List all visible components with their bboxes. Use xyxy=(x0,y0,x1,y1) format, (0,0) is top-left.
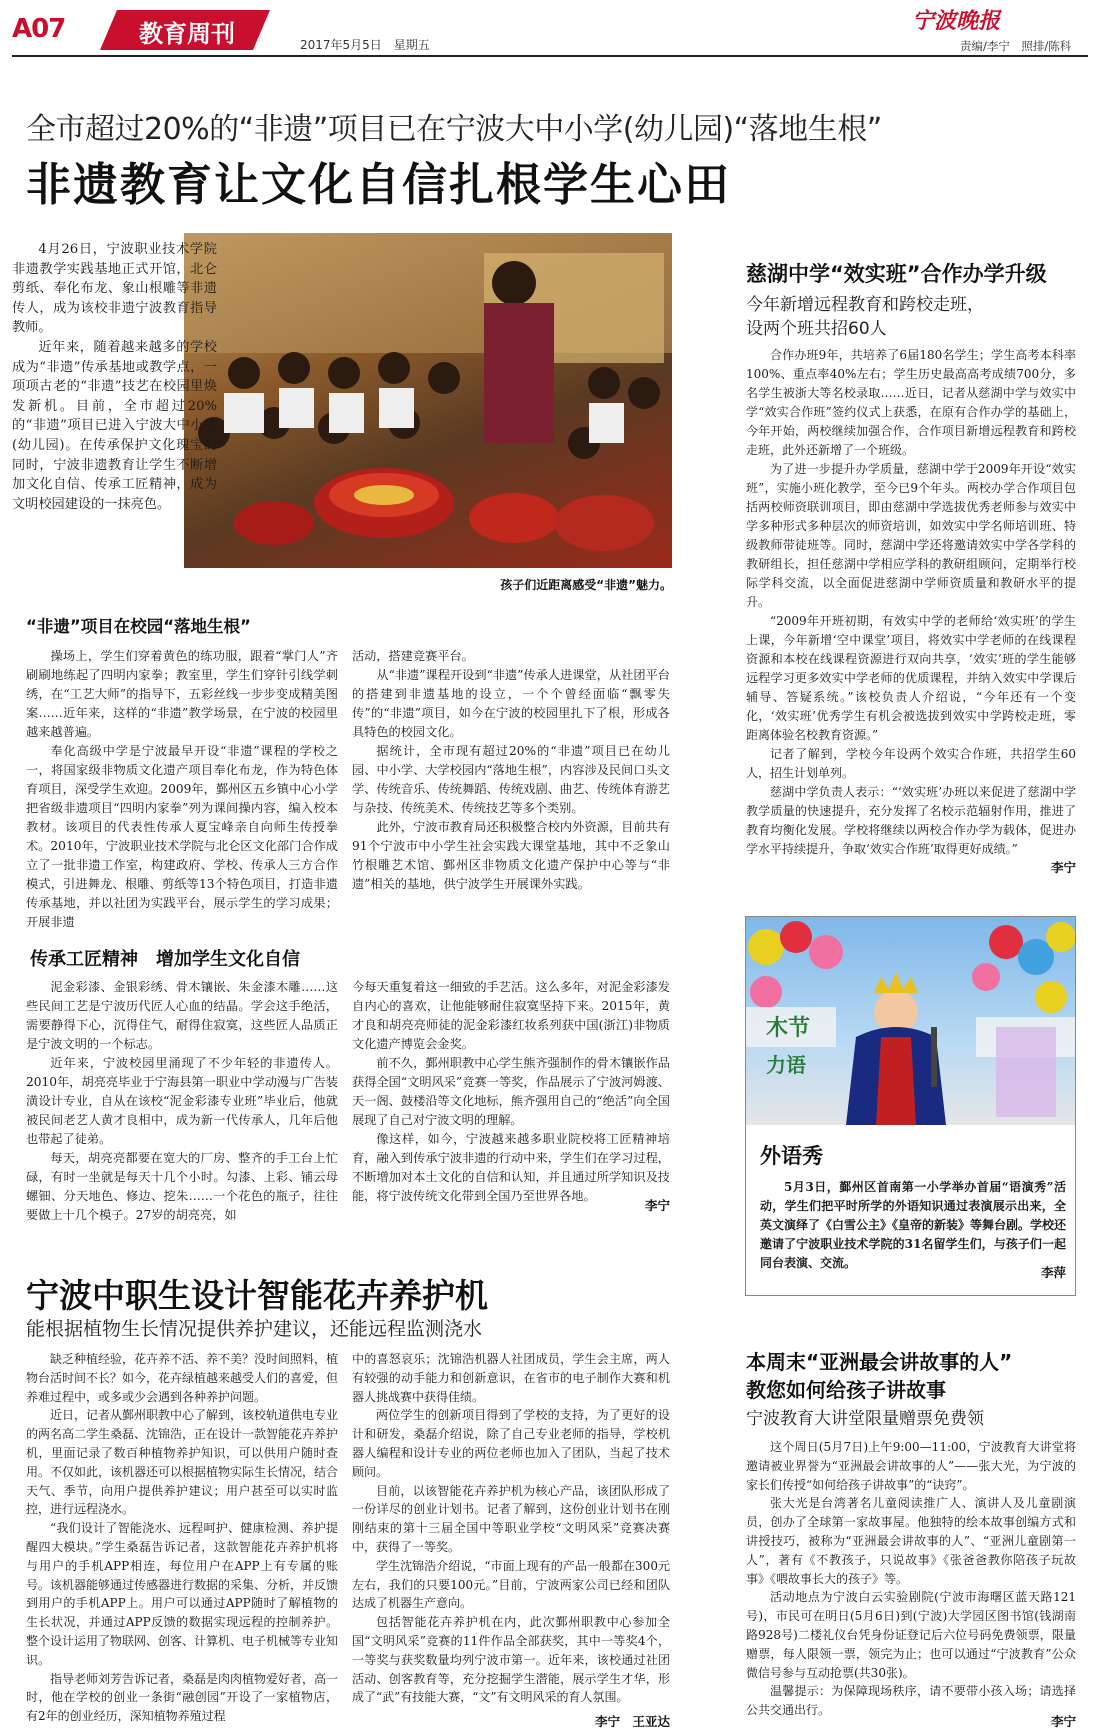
lead-sec2-col2 xyxy=(352,978,670,1206)
paragraph: 包括智能花卉养护机在内，此次鄞州职教中心参加全国“文明风采”竞赛的11件作品全部获奖，其中一等奖4个，一等奖与获奖数量均列宁波市第一。近年来，该校通过社团活动、创客教育等，充分挖掘学生潜能，展示学生才华，形成了“武”有技能大赛，“文”有文明风采的育人氛围。 xyxy=(352,1615,670,1705)
paragraph: 记者了解到，学校今年设两个效实合作班，共招学生60人，招生计划单列。 xyxy=(746,747,1076,780)
paragraph: 据统计，全市现有超过20%的“非遗”项目已在幼儿园、中小学、大学校园内“落地生根”，内容涉及民间口头文学、传统音乐、传统舞蹈、传统戏剧、曲艺、传统体育游艺与杂技、传统美术、传统技艺等多个类别。 xyxy=(352,744,670,815)
lead-headline: 非遗教育让文化自信扎根学生心田 xyxy=(26,158,732,211)
flower-headline: 宁波中职生设计智能花卉养护机 xyxy=(26,1276,488,1315)
lead-kicker: 全市超过20%的“非遗”项目已在宁波大中小学(幼儿园)“落地生根” xyxy=(26,112,882,147)
paragraph: 缺乏种植经验，花卉养不活、养不美？没时间照料，植物台活时间不长？如今，花卉绿植越来越受人们的喜爱，但养难过程中，或多或少会遇到各种养护问题。 xyxy=(26,1352,339,1404)
cihu-byline: 李宁 xyxy=(1050,860,1076,875)
paragraph: 指导老师刘芳告诉记者，桑磊是肉肉植物爱好者，高一时，他在学校的创业一条街“融创园”开设了一家植物店，有2年的创业经历，深知植物养殖过程 xyxy=(26,1671,339,1724)
lead-byline: 李宁 xyxy=(644,1198,670,1213)
paragraph: 近年来，宁波校园里涌现了不少年轻的非遗传人。2010年，胡亮亮毕业于宁海县第一职业中学动漫与广告装潢设计专业，自从在该校“泥金彩漆专业班”毕业后，他就被民间老艺人黄才良相中，成为新一代传承人，几年后他也带起了徒弟。 xyxy=(26,1056,338,1146)
banner-text-left: 木节 xyxy=(766,1016,811,1041)
flower-byline: 李宁 王亚达 xyxy=(594,1714,670,1729)
paragraph: 近日，记者从鄞州职教中心了解到，该校轨道供电专业的两名高二学生桑磊、沈锦浩，正在设计一款智能花卉养护机，里面记录了数百种植物养护知识，可以供用户随时查用。不仅如此，该机器还可以根据植物实际生长情况，结合天气、季节，向用户提供养护建议；用户甚至可以实时监控，进行远程浇水。 xyxy=(26,1408,339,1517)
paragraph: 前不久，鄞州职教中心学生熊齐强制作的骨木镶嵌作品获得全国“文明风采”竞赛一等奖，作品展示了宁波河姆渡、天一阁、鼓楼沿等文化地标，熊齐强用自己的“绝活”向全国展现了自己对宁波文明的理解。 xyxy=(352,1056,670,1127)
wys-byline: 李萍 xyxy=(1040,1265,1066,1280)
lead-subhead-2: 传承工匠精神 增加学生文化自信 xyxy=(30,949,300,970)
paragraph: 为了进一步提升办学质量，慈湖中学于2009年开设“效实班”，实施小班化教学，至今已9个年头。两校办学合作项目包括两校师资联训项目，即由慈湖中学选拔优秀老师参与效实中学多种形式多种层次的师资培训，如效实中学名师培训班、特级教师带徒班等。同时，慈湖中学还将邀请效实中学各学科的教研组长，担任慈湖中学相应学科的教研组顾问，定期举行校际学科交流，以全面促进慈湖中学师资质量和教研水平的提升。 xyxy=(746,462,1076,609)
lead-sec2-col1 xyxy=(26,978,338,1225)
paragraph: 活动地点为宁波白云实验剧院(宁波市海曙区蓝天路121号)，市民可在明日(5月6日)到(宁波)大学园区图书馆(钱湖南路928号)二楼礼仪台凭身份证登记后六位号码免费领票，限量赠票，每人限领一票，领完为止；也可以通过“宁波教育”公众微信号参与互动抢票(共30张)。 xyxy=(746,1590,1076,1680)
lead-photo xyxy=(184,233,672,568)
paragraph: “2009年开班初期，有效实中学的老师给‘效实班’的学生上课，今年新增‘空中课堂’项目，将效实中学老师的在线课程资源和本校在线课程资源进行双向共享，‘效实’班的学生能够远程学习更多效实中学老师的优质课程，并纳入效实中学课后辅导、答疑系统。”该校负责人介绍说，“今年还有一个变化，‘效实班’优秀学生有机会被选拔到效实中学跨校走班，零距离体验名校教育资源。” xyxy=(746,614,1076,742)
paragraph: 活动，搭建竞赛平台。 xyxy=(352,649,474,663)
cihu-subhead-1: 今年新增远程教育和跨校走班， xyxy=(746,295,984,315)
lead-sec1-col1 xyxy=(26,647,338,932)
paragraph: 操场上，学生们穿着黄色的练功服，跟着“掌门人”齐刷刷地练起了四明内家拳；教室里，学生们穿针引线学刺绣，在“工艺大师”的指导下，五彩丝线一步步变成精美图案……近年来，这样的“非遗”教学场景，在宁波的校园里越来越普遍。 xyxy=(26,649,338,739)
header-rule xyxy=(12,55,1088,57)
cihu-headline: 慈湖中学“效实班”合作办学升级 xyxy=(746,262,1047,286)
editor-credit: 责编/李宁 照排/陈科 xyxy=(960,39,1072,53)
wys-title: 外语秀 xyxy=(760,1144,823,1168)
lead-subhead-1: “非遗”项目在校园“落地生根” xyxy=(26,617,251,636)
paragraph: 张大光是台湾著名儿童阅读推广人、演讲人及儿童剧演员，创办了全球第一家故事屋。他独特的绘本故事创编方式和讲授技巧，被称为“亚洲最会讲故事的人”、“亚洲儿童剧第一人”，著有《不教孩子，只说故事》《张爸爸教你陪孩子玩故事》《喂故事长大的孩子》等。 xyxy=(746,1496,1076,1586)
paragraph: 学生沈锦浩介绍说，“市面上现有的产品一般都在300元左右，我们的只要100元。”目前，宁波两家公司已经和团队达成了机器生产意向。 xyxy=(352,1558,670,1611)
children-handicraft-photo xyxy=(184,233,672,568)
paragraph: 两位学生的创新项目得到了学校的支持，为了更好的设计和研发，桑磊介绍说，除了自己专业老师的指导，学校机器人编程和设计专业的两位老师也加入了团队，当起了技术顾问。 xyxy=(352,1408,670,1479)
newspaper-logo: 宁波晚报 xyxy=(912,8,1001,34)
wys-photo xyxy=(746,917,1075,1125)
paragraph: “我们设计了智能浇水、远程呵护、健康检测、养护提醒四大模块。”学生桑磊告诉记者，这款智能花卉养护机将与用户的手机APP相连，每位用户在APP上有专属的账号。该机器能够通过传感器进行数据的采集、分析，并反馈到用户的手机APP上。用户可以通过APP随时了解植物的生长状况，并通过APP反馈的数据实现远程的控制养护。整个设计运用了物联网、创客、计算机、电子机械等专业知识。 xyxy=(26,1521,339,1667)
flower-col1 xyxy=(26,1350,338,1726)
story-byline: 李宁 xyxy=(1050,1714,1076,1729)
story-body xyxy=(746,1438,1076,1720)
paragraph: 温馨提示：为保障现场秩序，请不要带小孩入场；请选择公共交通出行。 xyxy=(746,1684,1076,1718)
lead-intro xyxy=(12,240,217,514)
paragraph: 目前，以该智能花卉养护机为核心产品，该团队形成了一份详尽的创业计划书。记者了解到，这份创业计划书在刚刚结束的第十三届全国中等职业学校“文明风采”竞赛决赛中，获得了一等奖。 xyxy=(352,1483,670,1554)
intro-para: 近年来，随着越来越多的学校成为“非遗”传承基地或教学点，一项项古老的“非遗”技艺在校园里焕发新机。目前，全市超过20%的“非遗”项目已进入宁波大中小学(幼儿园)。在传承保护文化瑰宝的同时，宁波非遗教育让学生不断增加文化自信、传承工匠精神，成为文明校园建设的一抹亮色。 xyxy=(12,339,217,512)
paragraph: 每天，胡亮亮都要在宽大的厂房、整齐的手工台上忙碌，有时一坐就是每天十几个小时。勾漆、上彩、铺云母螺钿、分天地色、修边、挖朱……一个花色的瓶子，往往要做上十几个模子。27岁的胡亮亮，如 xyxy=(26,1151,338,1222)
flower-col2 xyxy=(352,1350,670,1707)
issue-date: 2017年5月5日 星期五 xyxy=(300,38,430,52)
paragraph: 奉化高级中学是宁波最早开设“非遗”课程的学校之一，将国家级非物质文化遗产项目奉化布龙，作为特色体育项目，深受学生欢迎。2009年，鄞州区五乡镇中心小学把省级非遗项目“四明内家拳”列为课间操内容，编入校本教材。该项目的代表性传承人夏宝峰亲自向师生传授拳术。2010年，宁波职业技术学院与北仑区文化部门合作成立了一批非遗工作室，构建政府、学校、传承人三方合作模式，引进舞龙、根雕、剪纸等13个特色项目，打造非遗传承基地，并以社团为实践平台，展示学生的学习成果；开展非遗 xyxy=(26,744,338,929)
lead-sec1-col2 xyxy=(352,647,670,894)
paragraph: 泥金彩漆、金银彩绣、骨木镶嵌、朱金漆木雕……这些民间工艺是宁波历代匠人心血的结晶。学会这手绝活，需要静得下心，沉得住气，耐得住寂寞，这些匠人品质正是宁波文明的一个标志。 xyxy=(26,980,338,1051)
story-headline-2: 教您如何给孩子讲故事 xyxy=(746,1378,946,1402)
page-code: A07 xyxy=(12,14,66,44)
flower-subhead: 能根据植物生长情况提供养护建议，还能远程监测浇水 xyxy=(26,1318,483,1340)
intro-para: 4月26日，宁波职业技术学院非遗教学实践基地正式开馆，北仑剪纸、奉化布龙、象山根雕等非遗传人，成为该校非遗宁波教育指导教师。 xyxy=(12,242,217,336)
wys-body xyxy=(760,1178,1066,1273)
paragraph: 此外，宁波市教育局还积极整合校内外资源，目前共有91个宁波市中小学生社会实践大课堂基地，其中不乏象山竹根雕艺术馆、鄞州区非物质文化遗产保护中心等与“非遗”相关的基地，供宁波学生开展课外实践。 xyxy=(352,820,670,891)
story-headline-1: 本周末“亚洲最会讲故事的人” xyxy=(746,1350,1013,1374)
paragraph: 今每天重复着这一细致的手艺活。这么多年，对泥金彩漆发自内心的喜欢，让他能够耐住寂寞坚持下来。2015年，黄才良和胡亮亮师徒的泥金彩漆红妆系列获中国(浙江)非物质文化遗产博览会金奖。 xyxy=(352,980,670,1051)
paragraph: 像这样，如今，宁波越来越多职业院校将工匠精神培育，融入到传承宁波非遗的行动中来，学生们在学习过程，不断增加对本土文化的自信和认知，并且通过所学知识及技能，将宁波传统文化带到全国乃至世界各地。 xyxy=(352,1132,670,1203)
section-title: 教育周刊 xyxy=(139,20,235,48)
paragraph: 从“非遗”课程开设到“非遗”传承人进课堂，从社团平台的搭建到非遗基地的设立，一个个曾经面临“飘零失传”的“非遗”项目，如今在宁波的校园里扎下了根，形成各具特色的校园文化。 xyxy=(352,668,670,739)
paragraph: 5月3日，鄞州区首南第一小学举办首届“语演秀”活动，学生们把平时所学的外语知识通过表演展示出来，全英文演绎了《白雪公主》《皇帝的新装》等舞台剧。学校还邀请了宁波职业技术学院的31名留学生们，与孩子们一起同台表演、交流。 xyxy=(760,1180,1067,1270)
paragraph: 慈湖中学负责人表示：“‘效实班’办班以来促进了慈湖中学教学质量的快速提升，充分发挥了名校示范辐射作用，推进了教育均衡化发展。学校将继续以两校合作办学为载体，促进办学水平持续提升，争取‘效实合作班’取得更好成绩。” xyxy=(746,785,1076,856)
paragraph: 合作办班9年，共培养了6届180名学生；学生高考本科率100%、重点率40%左右；学生历史最高高考成绩700分，多名学生被浙大等名校录取……近日，记者从慈湖中学与效实中学“效实合作班”签约仪式上获悉，在原有合作办学的基础上，今年开始，两校继续加强合作，合作项目新增远程教育和跨校走班，此外还新增了一个班级。 xyxy=(746,348,1076,457)
stage-performance-photo xyxy=(746,917,1075,1125)
paragraph: 中的喜怒哀乐；沈锦浩机器人社团成员，学生会主席，两人有较强的动手能力和创新意识，在省市的电子制作大赛和机器人挑战赛中获得佳绩。 xyxy=(352,1352,670,1404)
paragraph: 这个周日(5月7日)上午9:00—11:00，宁波教育大讲堂将邀请被业界誉为“亚洲最会讲故事的人”——张大光，为宁波的家长们传授“如何给孩子讲故事”的“诀窍”。 xyxy=(746,1440,1076,1492)
story-subhead: 宁波教育大讲堂限量赠票免费领 xyxy=(746,1409,984,1429)
lead-photo-caption: 孩子们近距离感受“非遗”魅力。 xyxy=(500,578,672,592)
cihu-body xyxy=(746,346,1076,859)
cihu-subhead-2: 设两个班共招60人 xyxy=(746,319,887,339)
banner-text-left-2: 力语 xyxy=(766,1053,806,1077)
